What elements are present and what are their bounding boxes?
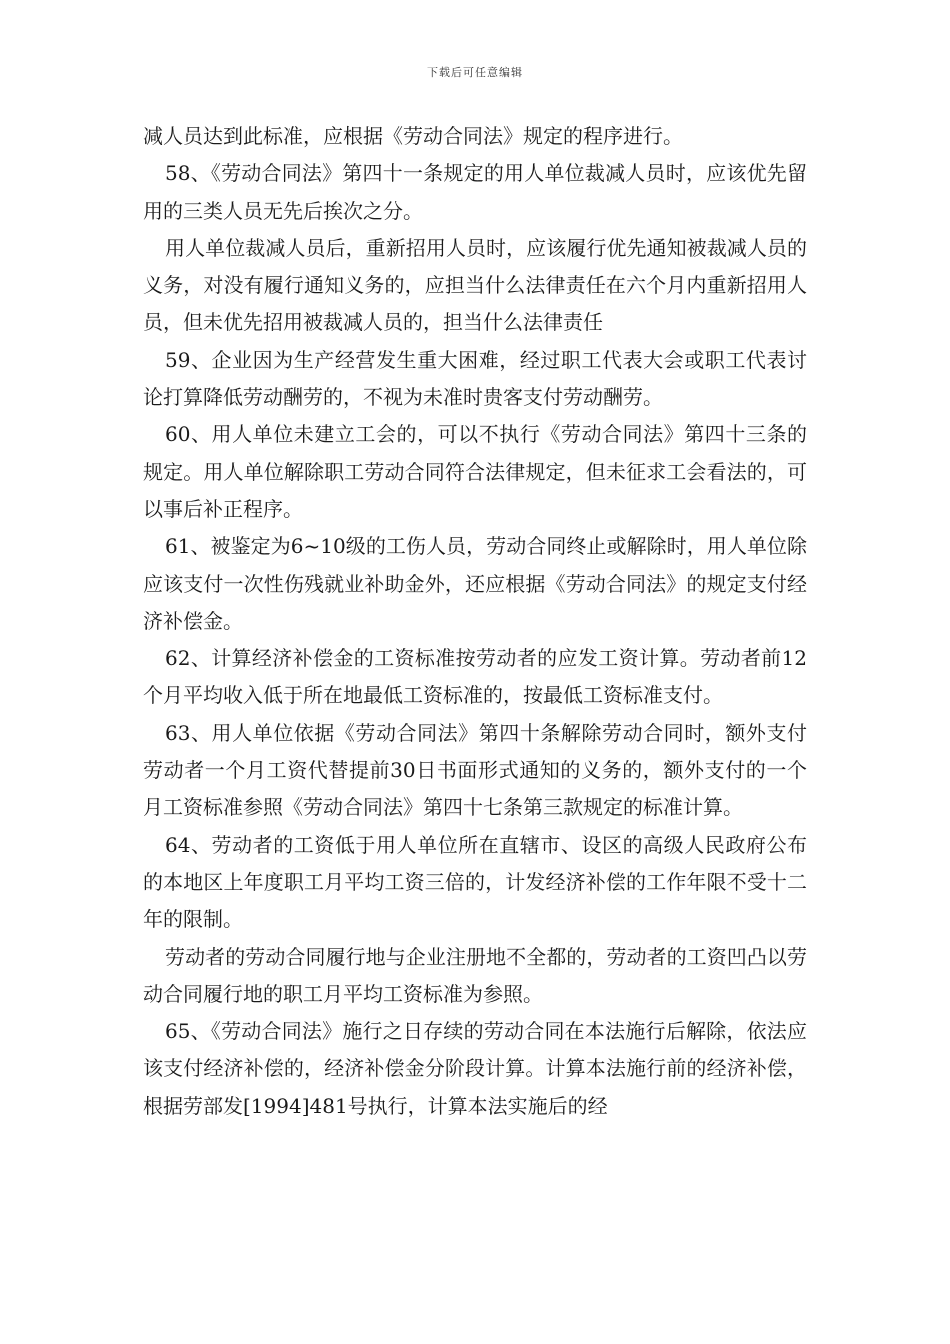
page-header: 下载后可任意编辑 <box>427 66 523 79</box>
paragraph-item-60: 60、用人单位未建立工会的，可以不执行《劳动合同法》第四十三条的规定。用人单位解除职工劳动合同符合法律规定，但未征求工会看法的，可以事后补正程序。 <box>143 422 807 521</box>
paragraph-item-58: 58、《劳动合同法》第四十一条规定的用人单位裁减人员时，应该优先留用的三类人员无先后挨次之分。 <box>143 161 807 223</box>
paragraph-item-64: 64、劳动者的工资低于用人单位所在直辖市、设区的高级人民政府公布的本地区上年度职工月平均工资三倍的，计发经济补偿的工作年限不受十二年的限制。 <box>143 832 807 932</box>
paragraph-continuation: 减人员达到此标准，应根据《劳动合同法》规定的程序进行。 <box>143 124 683 148</box>
paragraph-item-63: 63、用人单位依据《劳动合同法》第四十条解除劳动合同时，额外支付劳动者一个月工资代替提前30日书面形式通知的义务的，额外支付的一个月工资标准参照《劳动合同法》第四十七条第三款规定的标准计算。 <box>143 720 807 820</box>
paragraph-item-65: 65、《劳动合同法》施行之日存续的劳动合同在本法施行后解除，依法应该支付经济补偿的，经济补偿金分阶段计算。计算本法施行前的经济补偿，根据劳部发[1994]481号执行，计算本法实施后的经 <box>143 1019 807 1118</box>
paragraph-item-62: 62、计算经济补偿金的工资标准按劳动者的应发工资计算。劳动者前12个月平均收入低于所在地最低工资标准的，按最低工资标准支付。 <box>143 646 807 708</box>
paragraph-rehire-notice: 用人单位裁减人员后，重新招用人员时，应该履行优先通知被裁减人员的义务，对没有履行通知义务的，应担当什么法律责任在六个月内重新招用人员，但未优先招用被裁减人员的，担当什么法律责任 <box>143 235 807 335</box>
document-body <box>143 118 807 1125</box>
paragraph-item-59: 59、企业因为生产经营发生重大困难，经过职工代表大会或职工代表讨论打算降低劳动酬劳的，不视为未准时贵客支付劳动酬劳。 <box>143 347 807 410</box>
paragraph-work-location: 劳动者的劳动合同履行地与企业注册地不全都的，劳动者的工资凹凸以劳动合同履行地的职工月平均工资标准为参照。 <box>143 944 807 1006</box>
paragraph-item-61: 61、被鉴定为6~10级的工伤人员，劳动合同终止或解除时，用人单位除应该支付一次性伤残就业补助金外，还应根据《劳动合同法》的规定支付经济补偿金。 <box>143 534 807 633</box>
